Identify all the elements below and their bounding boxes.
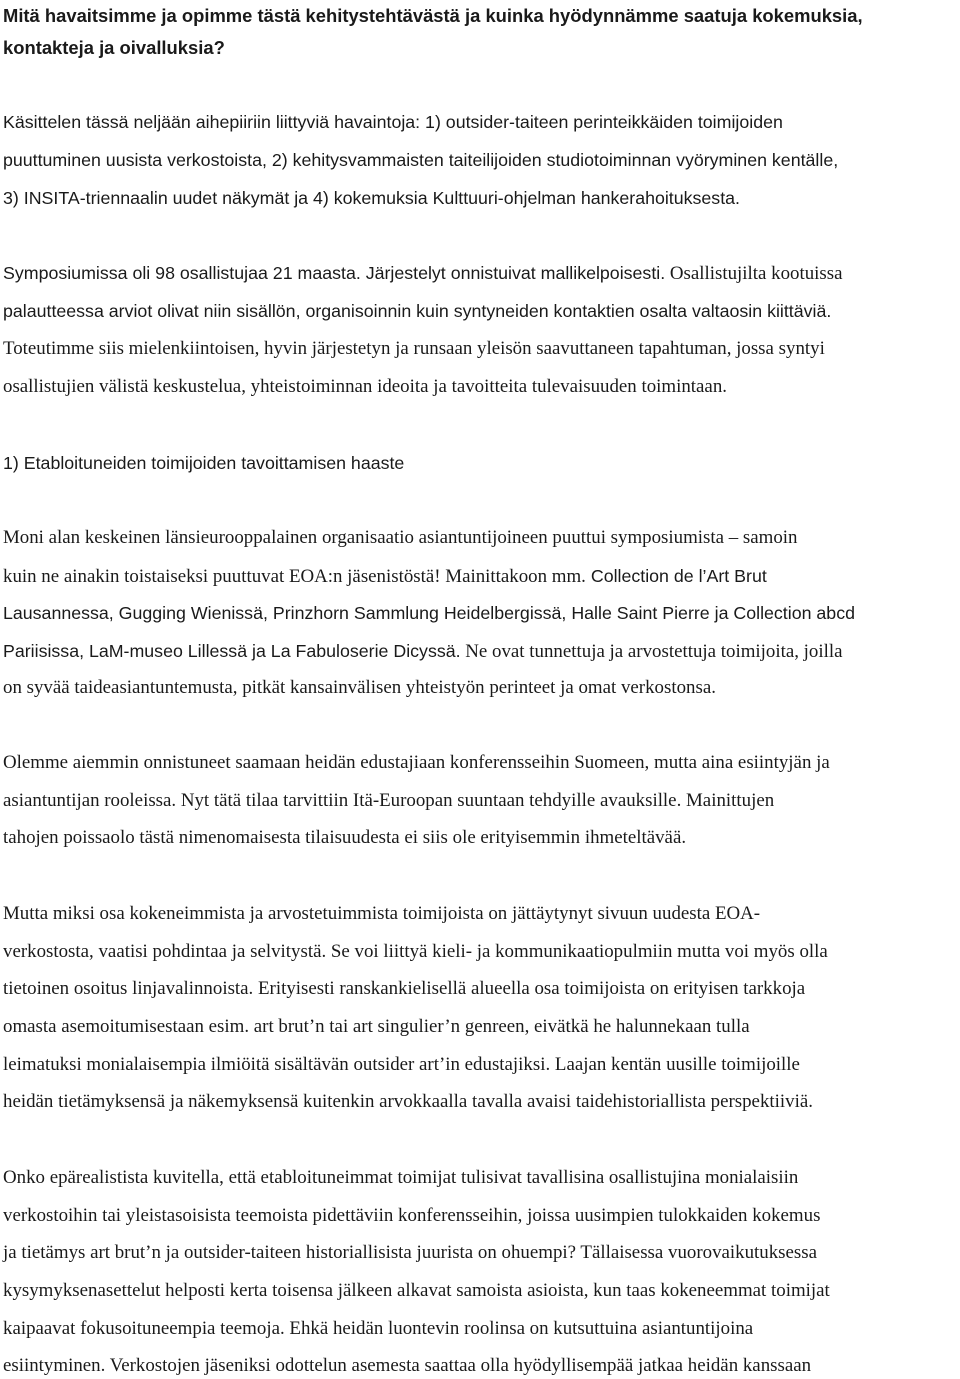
para2-line-1: Olemme aiemmin onnistuneet saamaan heidän edustajiaan konferensseihin Suomeen, mutta aina esiintyjän ja [3,752,830,773]
para4-line-2: verkostoihin tai yleistasoisista teemoista pidettäviin konferensseihin, joissa uusimpien tulokkaiden kokemus [3,1205,821,1226]
para4-line-6: esiintyminen. Verkostojen jäseniksi odottelun asemesta saattaa olla hyödyllisempää jatkaa heidän kanssaan [3,1355,812,1376]
para1-line-2-part-a: kuin ne ainakin toistaiseksi puuttuvat EOA:n jäsenistöstä! Mainittakoon mm. [3,566,586,587]
para4-line-1: Onko epärealistista kuvitella, että etabloituneimmat toimijat tulisivat tavallisina osallistujina monialaisiin [3,1167,799,1188]
para1-line-4-part-b: Ne ovat tunnettuja ja arvostettuja toimijoita, joilla [460,641,843,662]
para1-line-3: Lausannessa, Gugging Wienissä, Prinzhorn Sammlung Heidelbergissä, Halle Saint Pierre ja Collection abcd [3,603,855,623]
para3-line-2: verkostosta, vaatisi pohdintaa ja selvitystä. Se voi liittyä kieli- ja kommunikaatiopulmiin mutta voi myös olla [3,941,828,962]
para1-line-5: on syvää taideasiantuntemusta, pitkät kansainvälisen yhteistyön perinteet ja omat verkostonsa. [3,677,716,698]
intro-line-2: puuttuminen uusista verkostoista, 2) kehitysvammaisten taiteilijoiden studiotoiminnan vyöryminen kentälle, [3,150,839,170]
para1-line-4 [3,640,842,663]
para2-line-2: asiantuntijan rooleissa. Nyt tätä tilaa tarvittiin Itä-Euroopan suuntaan tehdyille avauksille. Mainittujen [3,790,775,811]
para3-line-4: omasta asemoitumisestaan esim. art brut’n tai art singulier’n genreen, eivätkä he halunnekaan tulla [3,1016,750,1037]
para3-line-3: tietoinen osoitus linjavalinnoista. Erityisesti ranskankielisellä alueella osa toimijoista on erityisen tarkkoja [3,978,806,999]
para1-line-4-part-a: Pariisissa, LaM-museo Lillessä ja La Fabuloserie Dicyssä. [3,641,461,661]
para3-line-1: Mutta miksi osa kokeneimmista ja arvostetuimmista toimijoista on jättäytynyt sivuun uudesta EOA- [3,903,761,924]
para1-line-2-part-b: Collection de l’Art Brut [585,566,767,586]
para3-line-6: heidän tietämyksensä ja näkemyksensä kuitenkin arvokkaalla tavalla avaisi taidehistoriallista perspektiiviä. [3,1091,813,1112]
symposium-line-1-part-a: Symposiumissa oli 98 osallistujaa 21 maasta. Järjestelyt onnistuivat mallikelpoisesti. [3,263,666,283]
para3-line-5: leimatuksi monialaisempia ilmiöitä sisältävän outsider art’in edustajiksi. Laajan kentän uusille toimijoille [3,1054,800,1075]
para2-line-3: tahojen poissaolo tästä nimenomaisesta tilaisuudesta ei siis ole erityisemmin ihmeteltävää. [3,827,687,848]
para1-line-1: Moni alan keskeinen länsieurooppalainen organisaatio asiantuntijoineen puuttui symposiumista – samoin [3,527,798,548]
para4-line-5: kaipaavat fokusoituneempia teemoja. Ehkä heidän luontevin roolinsa on kutsuttuina asiantuntijoina [3,1318,754,1339]
para4-line-3: ja tietämys art brut’n ja outsider-taiteen historiallisista juurista on ohuempi? Tällaisessa vuorovaikutuksessa [3,1242,818,1263]
symposium-line-2: palautteessa arviot olivat niin sisällön, organisoinnin kuin syntyneiden kontaktien osalta valtaosin kiittäviä. [3,301,832,321]
symposium-line-1-part-b: Osallistujilta kootuissa [665,263,843,284]
symposium-line-3: Toteutimme siis mielenkiintoisen, hyvin järjestetyn ja runsaan yleisön saavuttaneen tapahtuman, jossa syntyi [3,338,825,359]
heading-line-1: Mitä havaitsimme ja opimme tästä kehitystehtävästä ja kuinka hyödynnämme saatuja kokemuksia, [3,5,863,26]
intro-line-1: Käsittelen tässä neljään aihepiiriin liittyviä havaintoja: 1) outsider-taiteen perinteikkäiden toimijoiden [3,112,783,132]
heading-line-2: kontakteja ja oivalluksia? [3,37,225,58]
para4-line-4: kysymyksenasettelut helposti kerta toisensa jälkeen alkavat samoista asioista, kun taas kokeneemmat toimijat [3,1280,830,1301]
intro-line-3: 3) INSITA-triennaalin uudet näkymät ja 4) kokemuksia Kulttuuri-ohjelman hankerahoituksesta. [3,188,740,208]
para1-line-2 [3,565,767,588]
symposium-line-1 [3,262,843,285]
section-1-title: 1) Etabloituneiden toimijoiden tavoittamisen haaste [3,453,405,473]
symposium-line-4: osallistujien välistä keskustelua, yhteistoiminnan ideoita ja tavoitteita tulevaisuuden toimintaan. [3,376,727,397]
